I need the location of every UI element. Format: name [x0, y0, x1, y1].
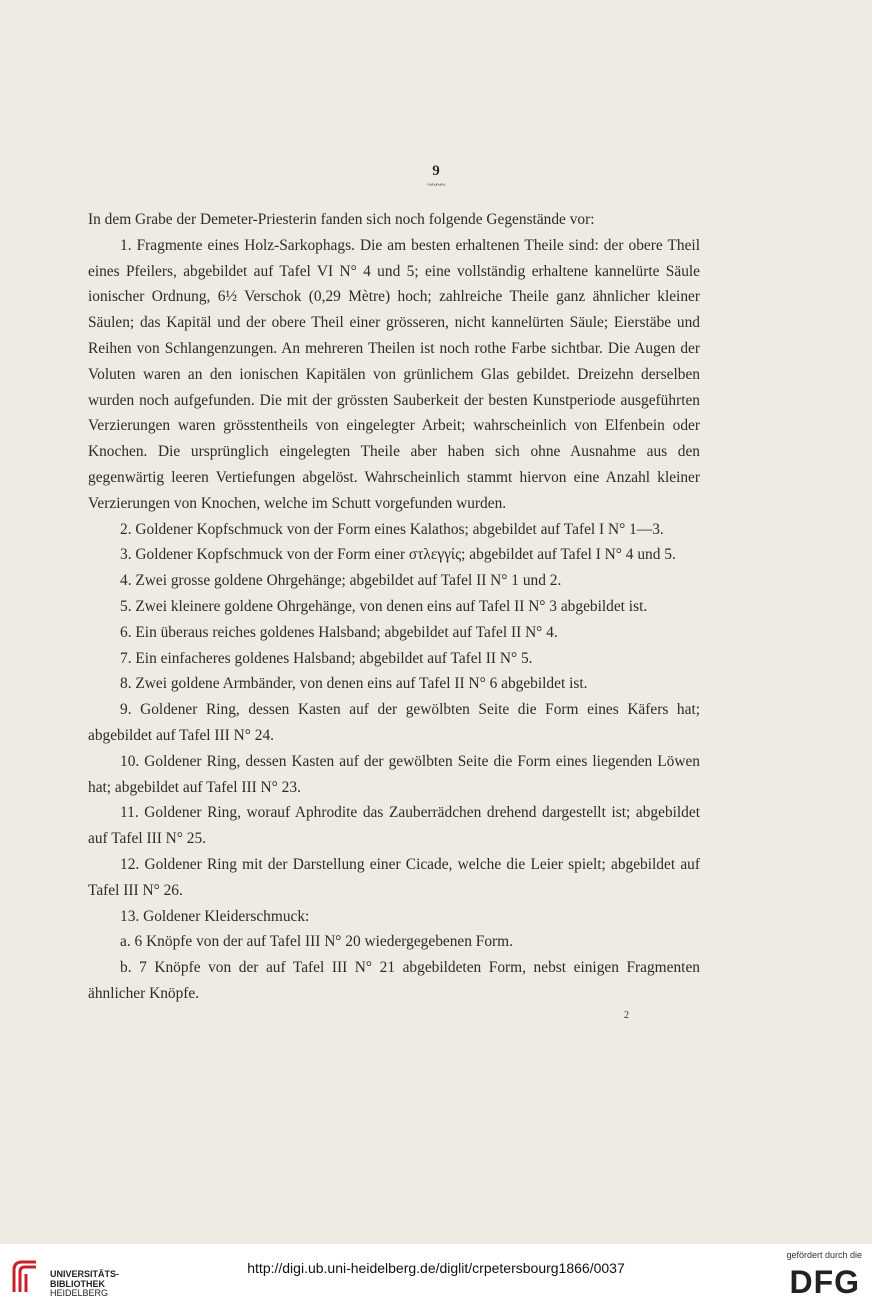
paragraph-item-6: 6. Ein überaus reiches goldenes Halsband; abgebildet auf Tafel II N° 4. — [120, 623, 558, 641]
signature-mark: 2 — [624, 1010, 629, 1021]
paragraph-item-3: 3. Goldener Kopfschmuck von der Form einer στλεγγίς; abgebildet auf Tafel I N° 4 und 5. — [120, 546, 676, 564]
paragraph-item-9: 9. Goldener Ring, dessen Kasten auf der gewölbten Seite die Form eines Käfers hat; abgebildet auf Tafel III N° 24. — [88, 701, 700, 744]
paragraph-intro: In dem Grabe der Demeter-Priesterin fanden sich noch folgende Gegenstände vor: — [88, 211, 595, 228]
paragraph-item-13b: b. 7 Knöpfe von der auf Tafel III N° 21 abgebildeten Form, nebst einigen Fragmenten ähnlicher Knöpfe. — [88, 959, 700, 1002]
paragraph-item-13: 13. Goldener Kleiderschmuck: — [120, 907, 310, 925]
library-name-line3: HEIDELBERG — [50, 1288, 109, 1298]
body-text — [88, 207, 700, 1007]
library-name-line1: UNIVERSITÄTS- — [50, 1269, 120, 1279]
paragraph-item-11: 11. Goldener Ring, worauf Aphrodite das Zauberrädchen drehend dargestellt ist; abgebildet auf Tafel III N° 25. — [88, 804, 700, 848]
ornament: ~~~~ — [427, 180, 445, 191]
page-number: 9 — [432, 163, 440, 179]
library-name-line2: BIBLIOTHEK — [50, 1278, 105, 1289]
permalink-url[interactable]: http://digi.ub.uni-heidelberg.de/diglit/crpetersbourg1866/0037 — [247, 1260, 625, 1276]
paragraph-item-4: 4. Zwei grosse goldene Ohrgehänge; abgebildet auf Tafel II N° 1 und 2. — [120, 572, 562, 590]
paragraph-item-13a: a. 6 Knöpfe von der auf Tafel III N° 20 wiedergegebenen Form. — [120, 933, 513, 951]
funder-caption: gefördert durch die — [786, 1250, 862, 1260]
paragraph-item-5: 5. Zwei kleinere goldene Ohrgehänge, von denen eins auf Tafel II N° 3 abgebildet ist. — [120, 597, 648, 615]
footer-bar — [0, 1244, 872, 1306]
paragraph-item-8: 8. Zwei goldene Armbänder, von denen eins auf Tafel II N° 6 abgebildet ist. — [120, 675, 588, 693]
dfg-logo[interactable]: DFG — [789, 1264, 860, 1300]
paragraph-item-7: 7. Ein einfacheres goldenes Halsband; abgebildet auf Tafel II N° 5. — [120, 649, 533, 667]
paragraph-item-10: 10. Goldener Ring, dessen Kasten auf der gewölbten Seite die Form eines liegenden Löwen hat; abgebildet auf Tafel III N° 23. — [88, 752, 700, 796]
paragraph-item-1: 1. Fragmente eines Holz-Sarkophags. Die am besten erhaltenen Theile sind: der obere Theil eines Pfeilers, abgebildet auf Tafel VI N° 4 und 5; eine vollständig erhaltene kannelürte Säule ionischer Ordnung, 6½ Verschok (0,29 Mètre) hoch; zahlreiche Theile ganz ähnlicher kleiner Säulen; das Kapitäl und der obere Theil einer grösseren, nicht kannelürten Säule; Eierstäbe und Reihen von Schlangenzungen. An mehreren Theilen ist noch rothe Farbe sichtbar. Die Augen der Voluten waren an den ionischen Kapitälen von grünlichem Glas gebildet. Dreizehn derselben wurden noch aufgefunden. Die mit der grössten Sauberkeit der besten Kunstperiode ausgeführten Verzierungen waren grösstentheils von eingelegter Arbeit; wahrscheinlich von Elfenbein oder Knochen. Die ursprünglich eingelegten Theile aber haben sich ohne Ausnahme aus den gegenwärtig leeren Vertiefungen abgelöst. Wahrscheinlich stammt hiervon eine Anzahl kleiner Verzierungen von Knochen, welche im Schutt vorgefunden wurden. — [88, 236, 700, 512]
paragraph-item-12: 12. Goldener Ring mit der Darstellung einer Cicade, welche die Leier spielt; abgebildet auf Tafel III N° 26. — [88, 855, 700, 899]
paragraph-item-2: 2. Goldener Kopfschmuck von der Form eines Kalathos; abgebildet auf Tafel I N° 1—3. — [120, 520, 664, 538]
